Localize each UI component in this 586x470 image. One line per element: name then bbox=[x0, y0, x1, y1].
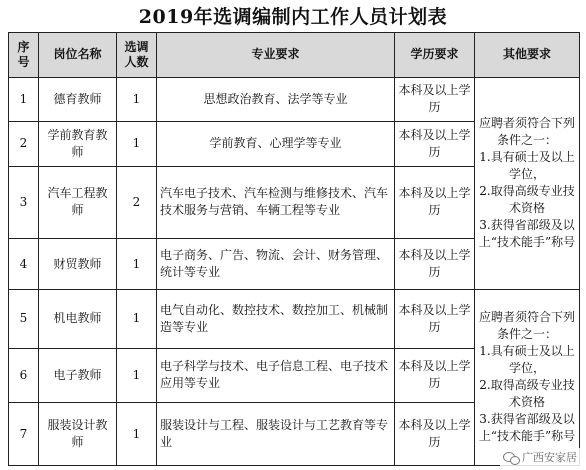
cell-count: 1 bbox=[117, 403, 157, 466]
cell-other-group-2 bbox=[475, 289, 580, 465]
cell-edu: 本科及以上学历 bbox=[395, 289, 475, 348]
cell-major: 汽车电子技术、汽车检测与维修技术、汽车技术服务与营销、车辆工程等专业 bbox=[157, 166, 395, 239]
cell-major: 思想政治教育、法学等专业 bbox=[157, 77, 395, 122]
cell-seq: 7 bbox=[9, 403, 39, 466]
cell-seq: 1 bbox=[9, 77, 39, 122]
other-line: 3.获得省部级及以上“技术能手”称号 bbox=[478, 218, 576, 250]
table-row bbox=[9, 289, 580, 348]
watermark-text: 广西安家居 bbox=[522, 451, 577, 464]
cell-edu: 本科及以上学历 bbox=[395, 77, 475, 122]
cell-edu: 本科及以上学历 bbox=[395, 122, 475, 167]
header-count: 选调人数 bbox=[117, 33, 157, 78]
cell-seq: 3 bbox=[9, 166, 39, 239]
cell-count: 1 bbox=[117, 77, 157, 122]
other-line: 应聘者须符合下列条件之一： bbox=[478, 310, 575, 342]
header-other: 其他要求 bbox=[475, 33, 580, 78]
cell-major: 服装设计与工程、服装设计与工艺教育等专业 bbox=[157, 403, 395, 466]
chat-bubble-icon bbox=[503, 451, 519, 464]
watermark bbox=[500, 448, 580, 466]
other-line: 2.取得高级专业技术资格 bbox=[479, 184, 575, 216]
cell-major: 电子商务、广告、物流、会计、财务管理、统计等专业 bbox=[157, 239, 395, 290]
header-seq: 序号 bbox=[9, 33, 39, 78]
cell-count: 1 bbox=[117, 239, 157, 290]
cell-seq: 4 bbox=[9, 239, 39, 290]
other-line: 1.具有硕士及以上学位， bbox=[479, 344, 575, 376]
cell-position: 电子教师 bbox=[39, 348, 117, 403]
cell-position: 学前教育教师 bbox=[39, 122, 117, 167]
cell-position: 服装设计教师 bbox=[39, 403, 117, 466]
cell-seq: 5 bbox=[9, 289, 39, 348]
table-header-row bbox=[9, 33, 580, 78]
cell-edu: 本科及以上学历 bbox=[395, 166, 475, 239]
plan-table bbox=[8, 32, 580, 466]
cell-edu: 本科及以上学历 bbox=[395, 348, 475, 403]
cell-edu: 本科及以上学历 bbox=[395, 403, 475, 466]
other-line: 1.具有硕士及以上学位， bbox=[479, 150, 575, 182]
header-edu: 学历要求 bbox=[395, 33, 475, 78]
cell-major: 电子科学与技术、电子信息工程、电子技术应用等专业 bbox=[157, 348, 395, 403]
cell-count: 1 bbox=[117, 122, 157, 167]
other-line: 2.取得高级专业技术资格 bbox=[479, 378, 575, 410]
header-position: 岗位名称 bbox=[39, 33, 117, 78]
cell-position: 财贸教师 bbox=[39, 239, 117, 290]
cell-count: 1 bbox=[117, 289, 157, 348]
header-major: 专业要求 bbox=[157, 33, 395, 78]
other-line: 3.获得省部级及以上“技术能手”称号 bbox=[478, 412, 576, 444]
cell-seq: 2 bbox=[9, 122, 39, 167]
cell-count: 2 bbox=[117, 166, 157, 239]
cell-position: 德育教师 bbox=[39, 77, 117, 122]
cell-position: 汽车工程教师 bbox=[39, 166, 117, 239]
cell-position: 机电教师 bbox=[39, 289, 117, 348]
cell-major: 学前教育、心理学等专业 bbox=[157, 122, 395, 167]
cell-other-group-1 bbox=[475, 77, 580, 289]
cell-count: 1 bbox=[117, 348, 157, 403]
cell-edu: 本科及以上学历 bbox=[395, 239, 475, 290]
cell-seq: 6 bbox=[9, 348, 39, 403]
other-line: 应聘者须符合下列条件之一： bbox=[478, 116, 575, 148]
cell-major: 电气自动化、数控技术、数控加工、机械制造等专业 bbox=[157, 289, 395, 348]
page-title: 2019年选调编制内工作人员计划表 bbox=[138, 6, 448, 28]
table-row bbox=[9, 77, 580, 122]
